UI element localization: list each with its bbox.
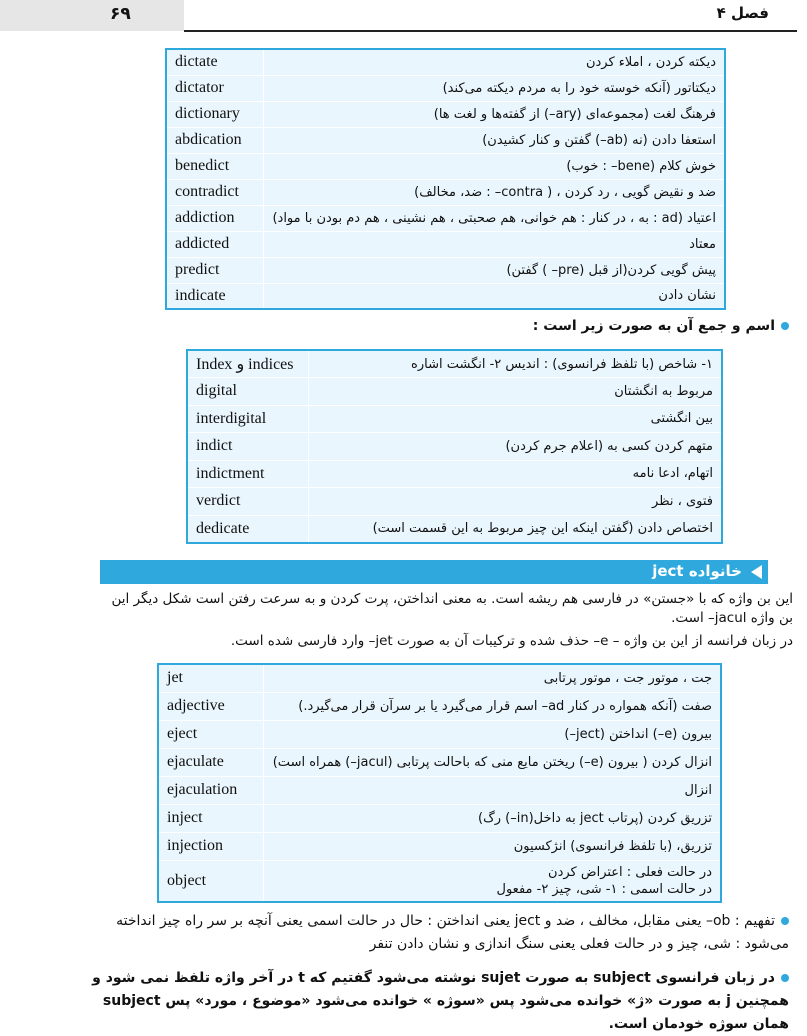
page-header: [0, 0, 807, 34]
term-persian: خوش کلام (bene– : خوب): [264, 153, 725, 179]
term-persian: صفت (آنکه همواره در کنار ad– اسم قرار می‌گیرد یا بر سرآن قرار می‌گیرد.): [264, 692, 722, 720]
term-persian: ۱- شاخص (با تلفظ فرانسوی) : اندیس ۲- انگشت اشاره: [309, 350, 723, 378]
term-persian: دیکتاتور (آنکه خوسته خود را به مردم دیکته می‌کند): [264, 75, 725, 101]
term-persian: دیکته کردن ، املاء کردن: [264, 49, 725, 75]
table-row: [166, 127, 725, 153]
term-persian: تزریق کردن (پرتاب ject به داخل(in–) رگ): [264, 804, 722, 832]
term-persian: استعفا دادن (نه (ab–) گفتن و کنار کشیدن): [264, 127, 725, 153]
table-row: [166, 179, 725, 205]
term-persian: متهم کردن کسی به (اعلام جرم کردن): [309, 433, 723, 461]
bullet-text: اسم و جمع آن به صورت زیر است :: [532, 318, 775, 334]
term-persian: معتاد: [264, 231, 725, 257]
table-row: [158, 692, 721, 720]
term-english: indictment: [187, 460, 309, 488]
term-persian: بیرون (e–) انداختن (ject–): [264, 720, 722, 748]
term-english: interdigital: [187, 405, 309, 433]
bullet-dot-icon: [781, 917, 789, 925]
bullet-text: در زبان فرانسوی subject به صورت sujet نوشته می‌شود گفتیم که t در آخر واژه تلفظ نمی شود و همچنین j به صورت «ژ» خوانده می‌شود پس «سوژه » خوانده می‌شود «موضوع ، مورد» پس subject همان سوژه خودمان است.: [92, 970, 789, 1032]
table-row: [187, 460, 722, 488]
term-persian: انزال: [264, 776, 722, 804]
term-english: indicate: [166, 283, 264, 309]
term-persian: تزریق، (با تلفظ فرانسوی) انژکسیون: [264, 832, 722, 860]
term-persian: انزال کردن ( بیرون (e–) ریختن مایع منی که باحالت پرتابی (jacul–) همراه است): [264, 748, 722, 776]
table-row: [166, 205, 725, 231]
term-english: addicted: [166, 231, 264, 257]
vocab-table-dict: [165, 48, 726, 310]
term-english: ejaculation: [158, 776, 264, 804]
term-english: Index و indices: [187, 350, 309, 378]
term-english: injection: [158, 832, 264, 860]
bullet-subject-note: [90, 967, 789, 1036]
term-persian: مربوط به انگشتان: [309, 378, 723, 406]
bullet-explanation: [90, 910, 789, 956]
table-row: [166, 231, 725, 257]
table-row: [187, 488, 722, 516]
term-english: indict: [187, 433, 309, 461]
term-english: object: [158, 860, 264, 902]
table-row: [166, 257, 725, 283]
term-persian: اتهام، ادعا نامه: [309, 460, 723, 488]
term-persian: اختصاص دادن (گفتن اینکه این چیز مربوط به این قسمت است): [309, 515, 723, 543]
term-persian: پیش گویی کردن(از قبل (pre– ) گفتن): [264, 257, 725, 283]
section-title: خانواده ject: [652, 562, 742, 580]
term-persian: فتوی ، نظر: [309, 488, 723, 516]
table-row: [158, 804, 721, 832]
page-number: ۶۹: [110, 4, 131, 24]
term-english: inject: [158, 804, 264, 832]
header-rule: [184, 30, 797, 32]
term-english: dedicate: [187, 515, 309, 543]
table-row: [158, 860, 721, 902]
table-row: [158, 776, 721, 804]
meaning-verb: در حالت فعلی : اعتراض کردن: [548, 864, 712, 880]
bullet-text: تفهیم : ob– یعنی مقابل، مخالف ، ضد و ject یعنی انداختن : حال در حالت اسمی یعنی آنچه بر سر راه چیز انداخته می‌شود : شی، چیز و در حالت فعلی یعنی سنگ اندازی و نشان دادن تنفر: [116, 913, 789, 952]
bullet-dot-icon: [781, 322, 789, 330]
table-row: [158, 832, 721, 860]
chapter-title: فصل ۴: [716, 4, 769, 22]
term-english: adjective: [158, 692, 264, 720]
term-english: addiction: [166, 205, 264, 231]
term-english: predict: [166, 257, 264, 283]
vocab-table-ject: [157, 663, 722, 903]
table-row: [166, 49, 725, 75]
term-english: eject: [158, 720, 264, 748]
bullet-dot-icon: [781, 974, 789, 982]
bullet-index-note: [533, 318, 789, 334]
term-english: jet: [158, 664, 264, 692]
vocab-table-index: [186, 349, 723, 544]
term-persian: نشان دادن: [264, 283, 725, 309]
meaning-noun: در حالت اسمی : ۱- شی، چیز ۲- مفعول: [496, 881, 712, 897]
term-persian: جت ، موتور جت ، موتور پرتابی: [264, 664, 722, 692]
term-persian: بین انگشتی: [309, 405, 723, 433]
term-english: dictionary: [166, 101, 264, 127]
table-row: [158, 664, 721, 692]
table-row: [187, 515, 722, 543]
french-paragraph: در زبان فرانسه از این بن واژه – e– حذف شده و ترکیبات آن به صورت jet– وارد فارسی شده است.: [230, 633, 793, 649]
term-english: dictator: [166, 75, 264, 101]
term-english: benedict: [166, 153, 264, 179]
table-row: [166, 153, 725, 179]
term-english: digital: [187, 378, 309, 406]
table-row: [158, 748, 721, 776]
table-row: [187, 433, 722, 461]
term-persian: [264, 860, 722, 902]
section-header-ject: [100, 560, 768, 584]
intro-paragraph: این بن واژه که با «جستن» در فارسی هم ریشه است. به معنی انداختن، پرت کردن و به سرعت رفتن است شکل دیگر این بن واژه jacul– است.: [111, 591, 793, 626]
term-persian: اعتیاد (ad : به ، در کنار : هم خوانی، هم صحبتی ، هم نشینی ، هم دم بودن با مواد): [264, 205, 725, 231]
term-english: ejaculate: [158, 748, 264, 776]
table-row: [187, 378, 722, 406]
term-english: contradict: [166, 179, 264, 205]
table-row: [158, 720, 721, 748]
page-number-box: [0, 0, 184, 31]
table-row: [166, 75, 725, 101]
term-english: dictate: [166, 49, 264, 75]
term-persian: فرهنگ لغت (مجموعه‌ای (ary–) از گفته‌ها و لغت ها): [264, 101, 725, 127]
triangle-marker-icon: [751, 565, 762, 579]
table-row: [166, 283, 725, 309]
term-english: abdication: [166, 127, 264, 153]
term-persian: ضد و نقیض گویی ، رد کردن ، ( contra– : ضد، مخالف): [264, 179, 725, 205]
table-row: [187, 350, 722, 378]
term-english: verdict: [187, 488, 309, 516]
table-row: [166, 101, 725, 127]
table-row: [187, 405, 722, 433]
